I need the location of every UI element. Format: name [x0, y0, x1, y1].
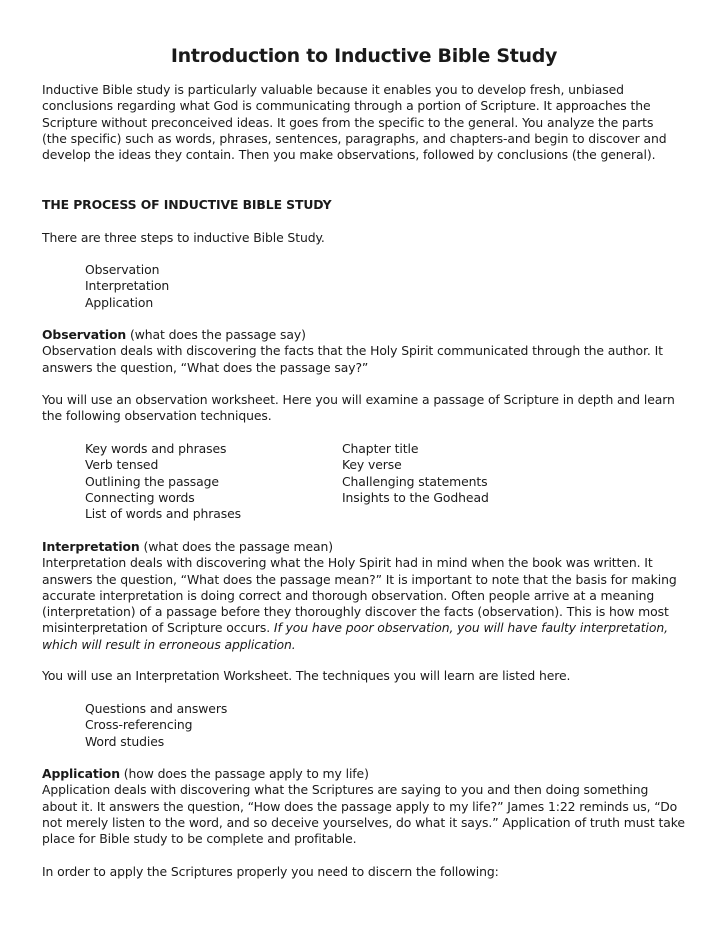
interpretation-line: Interpretation deals with discovering what the Holy Spirit had in mind when the book was written. It [42, 555, 653, 571]
step-item: Observation [85, 262, 160, 277]
technique-item: Cross-referencing [85, 717, 193, 733]
interpretation-line: (interpretation) of a passage before they thoroughly discover the facts (observation). This is how most [42, 604, 669, 620]
steps-intro: There are three steps to inductive Bible Study. [42, 230, 325, 245]
interpretation-line-italic: If you have poor observation, you will have faulty interpretation, [273, 620, 668, 636]
interpretation-worksheet: You will use an Interpretation Worksheet. The techniques you will learn are listed here. [42, 668, 571, 683]
technique-item: Word studies [85, 733, 165, 749]
observation-techniques-col2 [342, 441, 489, 506]
step-item: Application [85, 294, 154, 310]
technique-item: Challenging statements [342, 473, 488, 489]
observation-techniques-col1 [85, 441, 241, 522]
observation-worksheet [42, 392, 694, 425]
technique-item: Key words and phrases [85, 441, 227, 456]
application-lead-note: (how does the passage apply to my life) [119, 766, 369, 781]
observation-lead-note: (what does the passage say) [126, 327, 306, 342]
observation-worksheet-line: the following observation techniques. [42, 408, 272, 424]
interpretation-line [42, 620, 694, 636]
application-line: not merely listen to the word, and so deceive yourselves, do what it says.” Application of truth must take [42, 814, 685, 830]
observation-lead: Observation [42, 327, 127, 342]
step-item: Interpretation [85, 278, 170, 294]
technique-item: List of words and phrases [85, 506, 242, 522]
application-heading [42, 766, 694, 782]
intro-line: Scripture without preconceived ideas. It goes from the specific to the general. You analyze the parts [42, 114, 654, 130]
intro-line: develop the ideas they contain. Then you make observations, followed by conclusions (the general). [42, 147, 656, 163]
process-heading: THE PROCESS OF INDUCTIVE BIBLE STUDY [42, 197, 332, 212]
observation-line: Observation deals with discovering the facts that the Holy Spirit communicated through the author. It [42, 343, 663, 359]
observation-section [42, 327, 694, 376]
interpretation-section [42, 539, 694, 653]
intro-paragraph [42, 82, 694, 163]
interpretation-line: accurate interpretation is doing correct and thorough observation. Often people arrive at a meaning [42, 587, 655, 603]
interpretation-techniques [85, 701, 227, 750]
observation-worksheet-line: You will use an observation worksheet. Here you will examine a passage of Scripture in depth and learn [42, 392, 675, 407]
steps-list [85, 262, 169, 311]
technique-item: Connecting words [85, 489, 195, 505]
application-closing: In order to apply the Scriptures properly you need to discern the following: [42, 864, 499, 879]
interpretation-heading [42, 539, 694, 555]
technique-item: Verb tensed [85, 457, 159, 473]
interpretation-lead-note: (what does the passage mean) [139, 539, 333, 554]
technique-item: Chapter title [342, 441, 419, 456]
application-line: place for Bible study to be complete and profitable. [42, 831, 357, 847]
interpretation-line-plain: misinterpretation of Scripture occurs. [42, 620, 274, 636]
application-line: about it. It answers the question, “How does the passage apply to my life?” James 1:22 reminds us, “Do [42, 798, 678, 814]
interpretation-lead: Interpretation [42, 539, 140, 554]
intro-line: conclusions regarding what God is communicating through a portion of Scripture. It approaches the [42, 98, 651, 114]
technique-item: Key verse [342, 457, 402, 473]
observation-heading [42, 327, 694, 343]
application-section [42, 766, 694, 847]
technique-item: Insights to the Godhead [342, 489, 489, 505]
interpretation-line [42, 637, 694, 653]
technique-item: Outlining the passage [85, 473, 219, 489]
interpretation-line: answers the question, “What does the passage mean?” It is important to note that the basis for making [42, 571, 677, 587]
observation-line: answers the question, “What does the passage say?” [42, 359, 369, 375]
page-title: Introduction to Inductive Bible Study [170, 45, 558, 67]
intro-line: Inductive Bible study is particularly valuable because it enables you to develop fresh, unbiased [42, 82, 624, 97]
technique-item: Questions and answers [85, 701, 228, 716]
interpretation-line-italic: which will result in erroneous application. [42, 636, 296, 652]
application-line: Application deals with discovering what the Scriptures are saying to you and then doing something [42, 782, 649, 798]
application-lead: Application [42, 766, 120, 781]
intro-line: (the specific) such as words, phrases, sentences, paragraphs, and chapters-and begin to discover and [42, 130, 667, 146]
